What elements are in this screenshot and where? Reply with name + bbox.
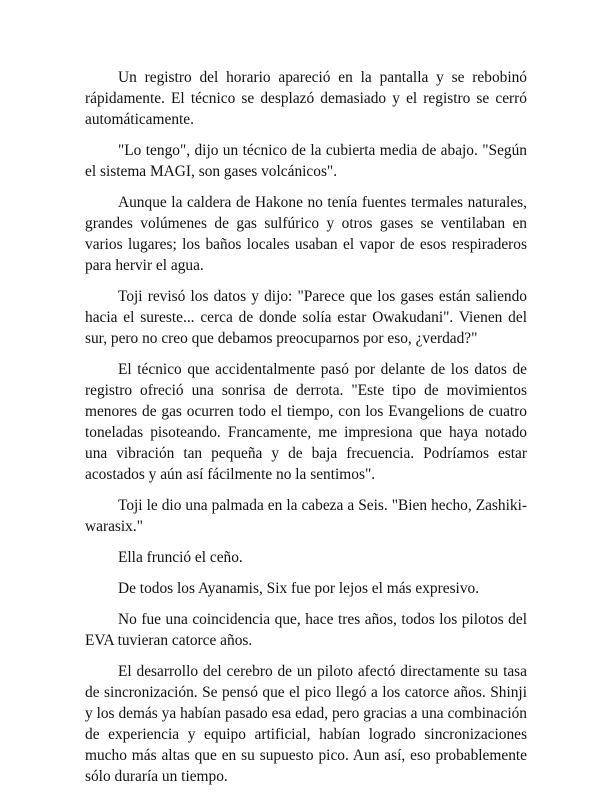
paragraph-3: Aunque la caldera de Hakone no tenía fuentes termales naturales, grandes volúmenes de gas sulfúrico y otros gases se ventilaban en varios lugares; los baños locales usaban el vapor de esos respiraderos para hervir el agua. — [85, 194, 527, 274]
paragraph-4: Toji revisó los datos y dijo: "Parece que los gases están saliendo hacia el sureste... cerca de donde solía estar Owakudani". Vienen del sur, pero no creo que debamos preocuparnos por eso, ¿verdad?" — [85, 288, 527, 347]
paragraph-6: Toji le dio una palmada en la cabeza a Seis. "Bien hecho, Zashiki-warasix." — [85, 497, 527, 535]
paragraph-7: Ella frunció el ceño. — [118, 549, 243, 566]
paragraph-8: De todos los Ayanamis, Six fue por lejos el más expresivo. — [118, 580, 480, 597]
paragraph-10: El desarrollo del cerebro de un piloto afectó directamente su tasa de sincronización. Se pensó que el pico llegó a los catorce años. Shinji y los demás ya habían pasado esa edad, pero gracias a una combinación de experiencia y equipo artificial, habían logrado sincronizaciones mucho más altas que en su supuesto pico. Aun así, eso probablemente sólo duraría un tiempo. — [85, 663, 527, 785]
page-body — [85, 67, 527, 797]
paragraph-9: No fue una coincidencia que, hace tres años, todos los pilotos del EVA tuvieran catorce años. — [85, 611, 527, 649]
paragraph-5: El técnico que accidentalmente pasó por delante de los datos de registro ofreció una sonrisa de derrota. "Este tipo de movimientos menores de gas ocurren todo el tiempo, con los Evangelions de cuatro toneladas pisoteando. Francamente, me impresiona que haya notado una vibración tan pequeña y de baja frecuencia. Podríamos estar acostados y aún así fácilmente no la sentimos". — [85, 361, 527, 483]
paragraph-2: "Lo tengo", dijo un técnico de la cubierta media de abajo. "Según el sistema MAGI, son gases volcánicos". — [85, 142, 527, 180]
paragraph-1: Un registro del horario apareció en la pantalla y se rebobinó rápidamente. El técnico se desplazó demasiado y el registro se cerró automáticamente. — [85, 69, 527, 128]
